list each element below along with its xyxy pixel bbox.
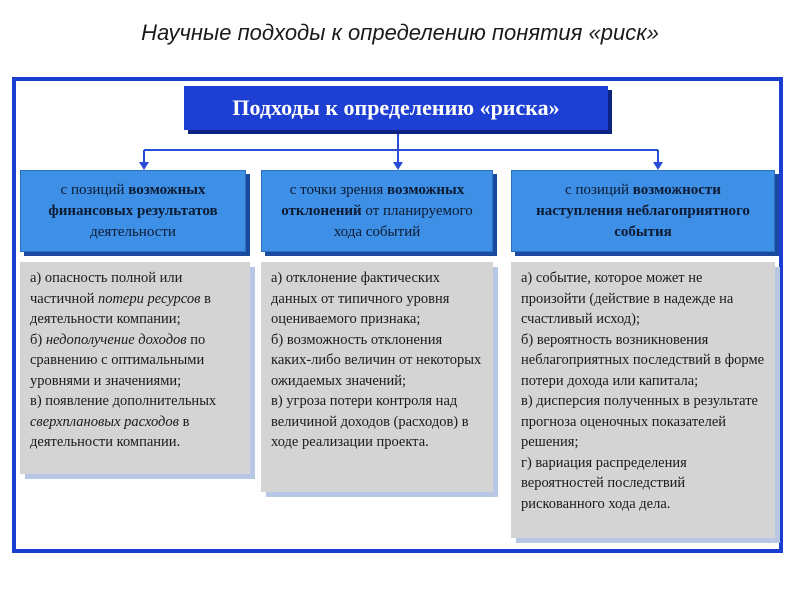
- description-item-a: а) отклонение фактических данных от типичного уровня оцениваемого признака;: [271, 270, 450, 327]
- description-item-c: в) угроза потери контроля над величиной доходов (расходов) в ходе реализации проекта.: [271, 393, 469, 450]
- description-item-a: [30, 268, 240, 330]
- description-emphasis: сверхплановых расходов: [30, 413, 179, 430]
- category-text-pre: с позиций: [565, 181, 633, 198]
- description-item-b: [30, 330, 240, 392]
- category-text-post: от планируемого хода событий: [333, 202, 473, 240]
- category-text-pre: с точки зрения: [289, 181, 388, 198]
- description-item-b: б) вероятность возникновения неблагоприятных последствий в форме потери дохода или капитала;: [521, 331, 765, 389]
- main-title-box: Подходы к определению «риска»: [184, 86, 608, 130]
- description-emphasis: недополучение доходов: [45, 331, 187, 348]
- category-text: [520, 180, 766, 243]
- description-text: в деятельности компании.: [30, 413, 190, 450]
- category-text-bold: возможных финансовых результатов: [48, 181, 218, 219]
- category-adverse-event: [511, 170, 775, 252]
- description-item-b: б) возможность отклонения каких-либо величин от некоторых ожидаемых значений;: [271, 331, 482, 389]
- description-text: в) появление дополнительных: [30, 393, 217, 409]
- category-text-bold: возможности наступления неблагоприятного события: [536, 181, 750, 240]
- category-text: [270, 180, 484, 243]
- category-text: [29, 180, 237, 243]
- category-deviations: [261, 170, 493, 252]
- description-text: б): [30, 331, 46, 348]
- description-emphasis: потери ресурсов: [97, 290, 201, 307]
- category-text-post: деятельности: [90, 223, 176, 240]
- description-deviations: [261, 262, 493, 492]
- description-item-d: г) вариация распределения вероятностей последствий рискованного хода дела.: [521, 454, 687, 512]
- slide-title: Научные подходы к определению понятия «риск»: [141, 20, 659, 45]
- category-text-bold: возможных отклонений: [281, 181, 465, 219]
- description-item-c: [30, 391, 240, 453]
- description-financial-results: [20, 262, 250, 474]
- description-text: а) опасность полной или частичной: [30, 270, 183, 307]
- description-adverse-event: [511, 262, 775, 538]
- description-text: в деятельности компании;: [30, 290, 211, 327]
- description-text: по сравнению с оптимальными уровнями и значениями;: [30, 331, 206, 389]
- description-item-c: в) дисперсия полученных в результате прогноза оценочных показателей решения;: [521, 393, 758, 450]
- description-item-a: а) событие, которое может не произойти (действие в надежде на счастливый исход);: [521, 270, 734, 327]
- category-financial-results: [20, 170, 246, 252]
- category-text-pre: с позиций: [60, 181, 129, 198]
